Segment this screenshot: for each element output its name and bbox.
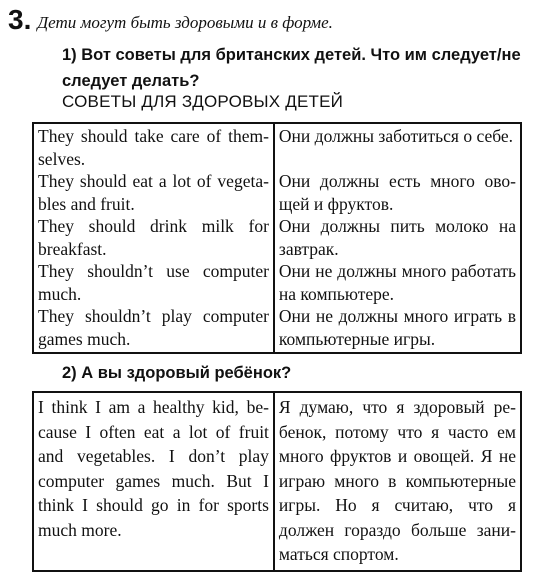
answer-ru-cell: Я думаю, что я здоровый ребенок, потому что я часто ем много фруктов и овощей. Я не играю много в компьютерные игры. Но я считаю, что я должен гораздо больше заниматься спортом. (274, 392, 521, 571)
advice-ru-cell: Они не должны много работать на компьютере. (274, 260, 521, 305)
advice-ru-cell: Они не должны много играть в компьютерные игры. (274, 305, 521, 353)
answer-en-cell: I think I am a healthy kid, because I often eat a lot of fruit and vegetables. I don’t play computer games much. But I think I should go in for sports much more. (33, 392, 274, 571)
advice-table (32, 122, 522, 354)
exercise-title: Дети могут быть здоровыми и в форме. (37, 13, 333, 32)
advice-en-cell: They shouldn’t play computer games much. (33, 305, 274, 353)
advice-en-cell: They should drink milk for breakfast. (33, 215, 274, 260)
table-row (33, 215, 521, 260)
advice-en-cell: They should eat a lot of vegetables and fruit. (33, 170, 274, 215)
advice-en-cell: They shouldn’t use computer much. (33, 260, 274, 305)
exercise-header (8, 4, 538, 36)
advice-en-cell: They should take care of themselves. (33, 123, 274, 170)
part1-question: 1) Вот советы для британских детей. Что им следует/не следует делать? (62, 46, 521, 90)
answer-table (32, 391, 522, 572)
table-caption: СОВЕТЫ ДЛЯ ЗДОРОВЫХ ДЕТЕЙ (62, 92, 344, 111)
table-row (33, 260, 521, 305)
table-row (33, 392, 521, 571)
exercise-number: 3. (8, 4, 32, 35)
table-row (33, 123, 521, 170)
table-row (33, 170, 521, 215)
advice-ru-cell: Они должны заботиться о себе. (274, 123, 521, 170)
table-row (33, 305, 521, 353)
advice-ru-cell: Они должны есть много овощей и фруктов. (274, 170, 521, 215)
advice-ru-cell: Они должны пить молоко на завтрак. (274, 215, 521, 260)
part2-question: 2) А вы здоровый ребёнок? (62, 364, 292, 382)
